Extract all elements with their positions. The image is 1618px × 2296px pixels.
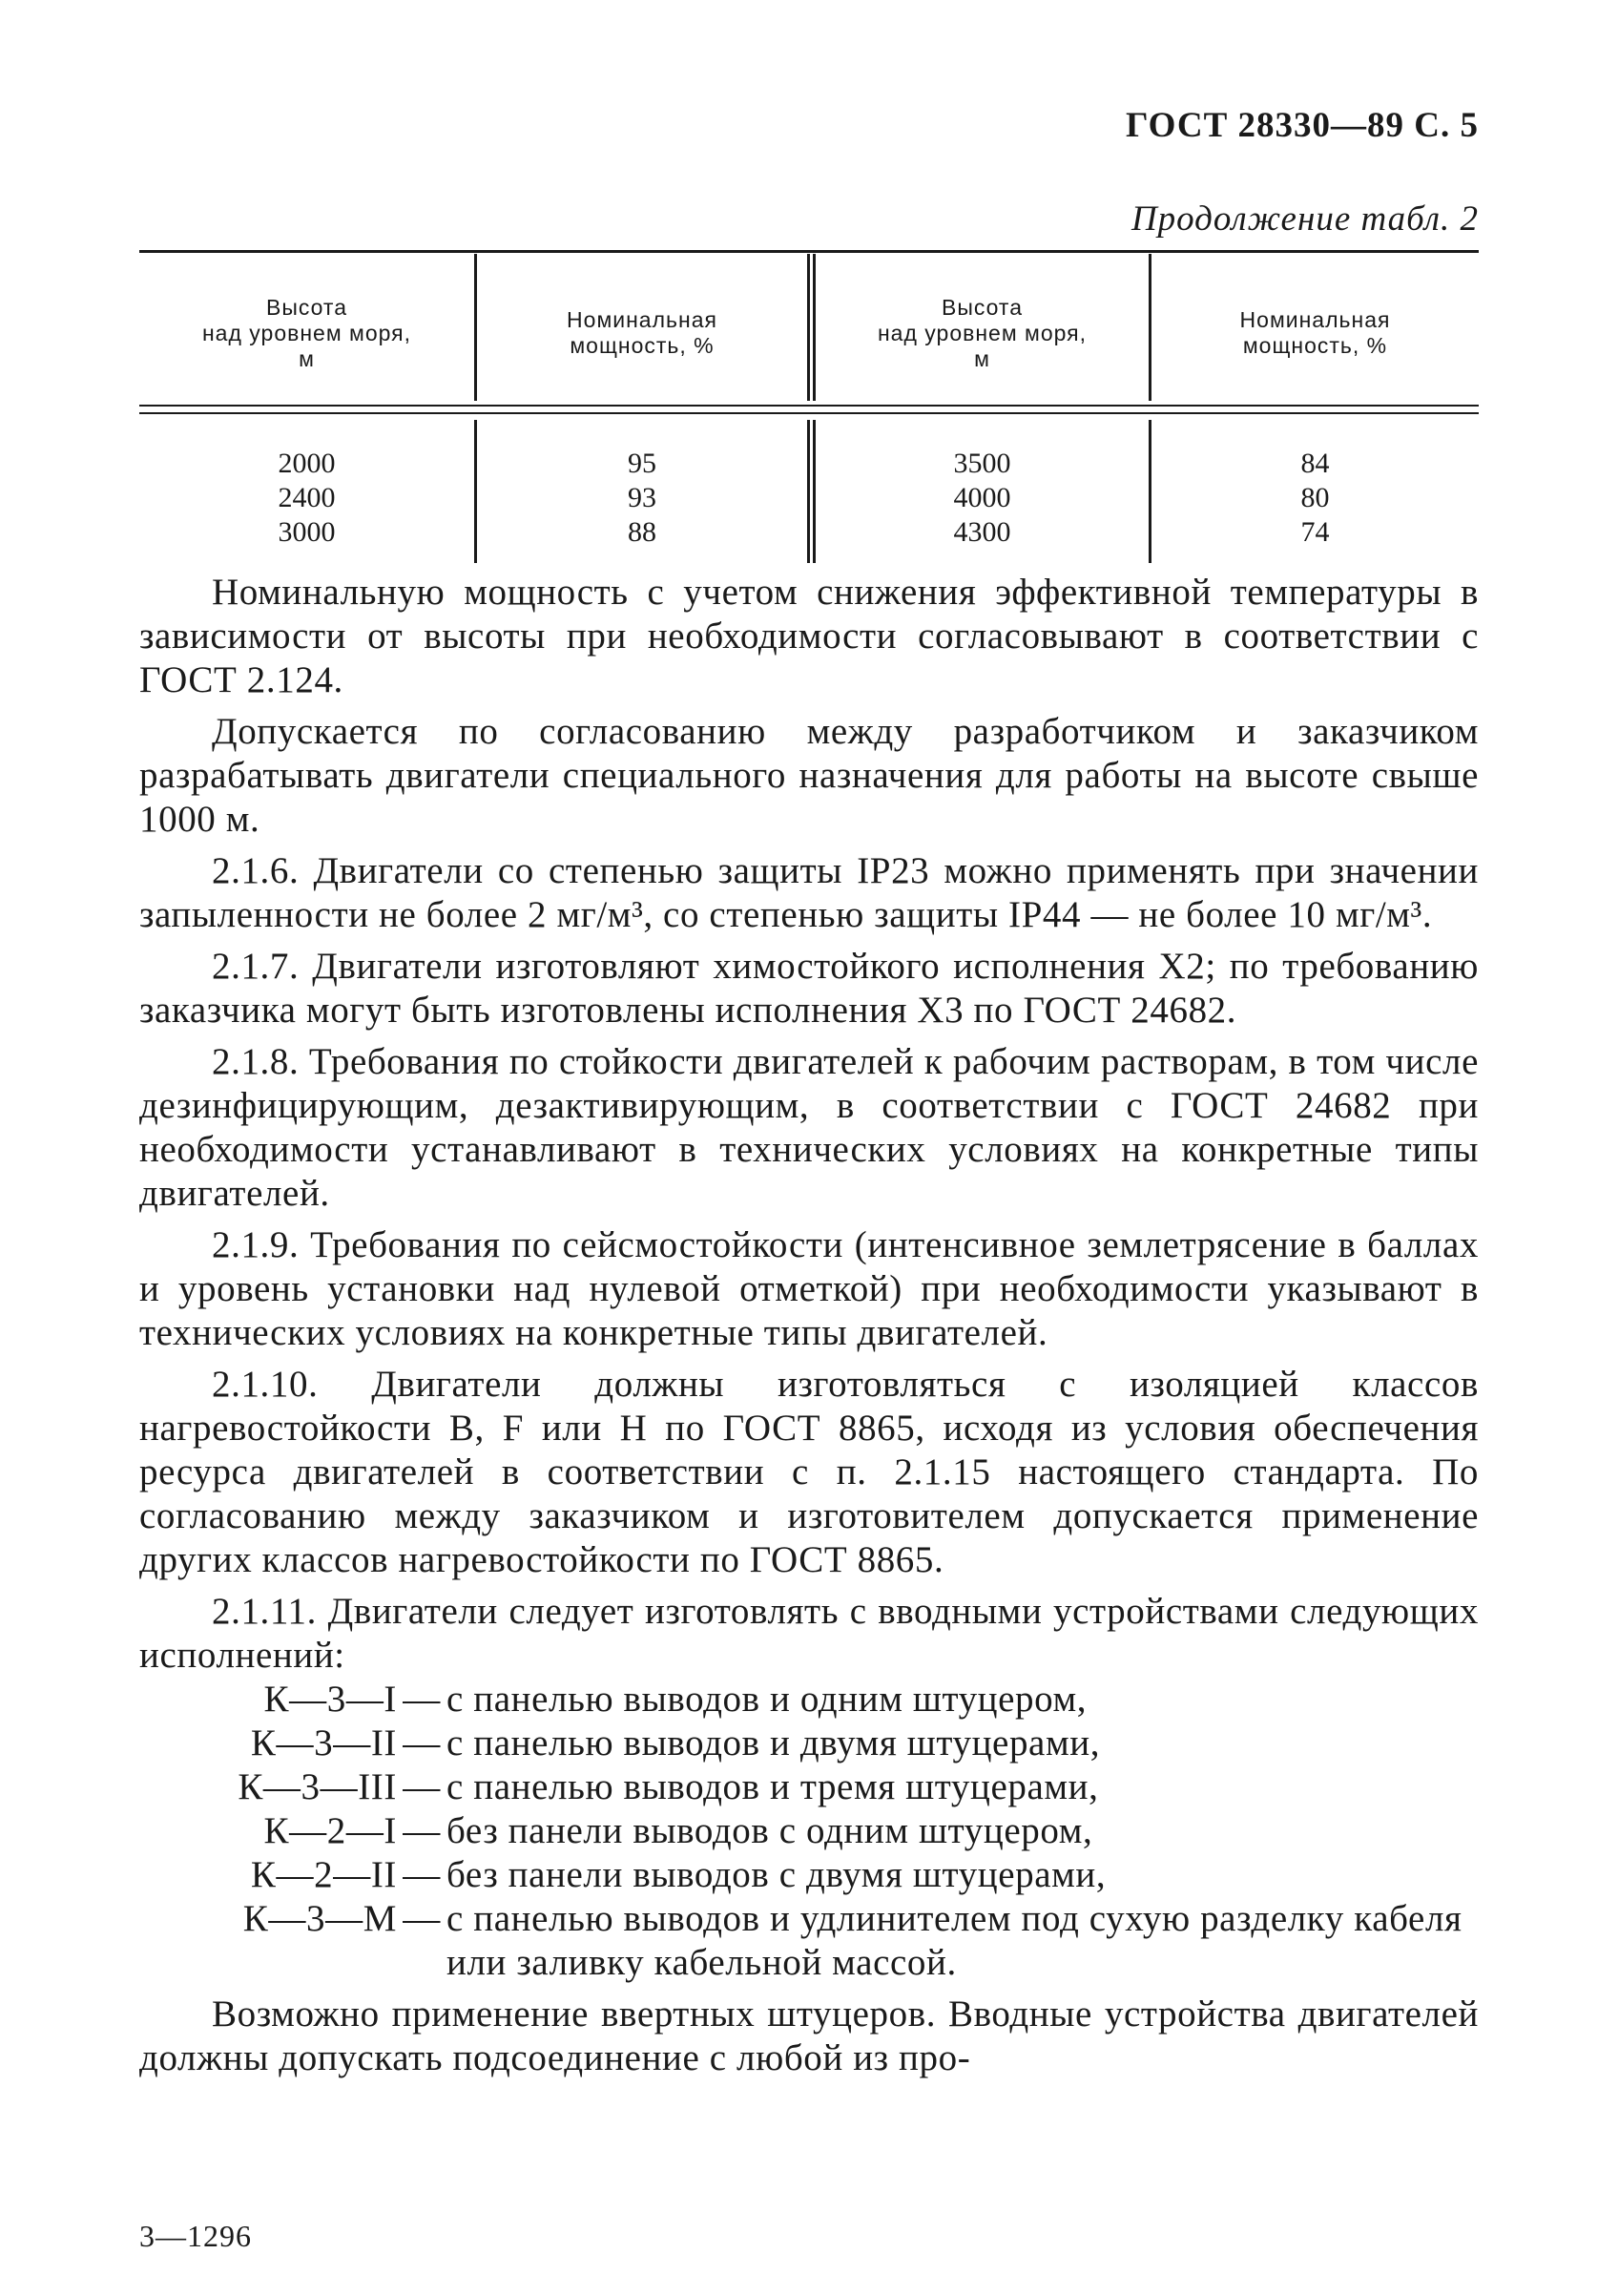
clause-2-1-8: 2.1.8. Требования по стойкости двигателей к рабочим растворам, в том числе дезинфицирующим, дезактивирующим, в соответствии с ГОСТ 24682 при необходимости устанавливают в технических условиях на конкретные типы двигателей.: [139, 1041, 1479, 1214]
table-cell: 2000: [278, 448, 336, 479]
clause-2-1-11: 2.1.11. Двигатели следует изготовлять с вводными устройствами следующих исполнений:: [139, 1591, 1479, 1676]
table-caption: Продолжение табл. 2: [1131, 199, 1479, 239]
table-header-rule-2: [139, 412, 1479, 414]
col-divider-double: [807, 254, 810, 401]
table-cell: 2400: [278, 482, 336, 513]
header-altitude-1: Высота над уровнем моря, м: [201, 294, 412, 371]
column-power-2: [1151, 447, 1479, 550]
table-header-rule: [139, 405, 1479, 407]
table-cell: 74: [1300, 516, 1330, 548]
page-footer: 3—1296: [139, 2219, 252, 2253]
clause-2-1-6: 2.1.6. Двигатели со степенью защиты IP23 можно применять при значении запыленности не более 2 мг/м³, со степенью защиты IP44 — не более 10 мг/м³.: [139, 850, 1479, 935]
list-item: К—3—III — с панелью выводов и тремя штуцерами,: [238, 1766, 1099, 1807]
page-header: ГОСТ 28330—89 С. 5: [1126, 106, 1479, 145]
column-altitude-1: [139, 447, 474, 550]
header-altitude-2: Высота над уровнем моря, м: [877, 294, 1088, 371]
header-power-1: Номинальная мощность, %: [567, 307, 717, 358]
table-cell: 3000: [278, 516, 336, 548]
table-cell: 88: [628, 516, 656, 548]
table-cell: 95: [628, 448, 656, 479]
paragraph: Номинальную мощность с учетом снижения эффективной температуры в зависимости от высоты при необходимости согласовывают в соответствии с ГОСТ 2.124.: [139, 572, 1479, 700]
table-cell: 93: [628, 482, 656, 513]
list-item: К—3—II — с панелью выводов и двумя штуцерами,: [250, 1722, 1101, 1764]
table-cell: 3500: [953, 448, 1011, 479]
body-text: [139, 571, 1479, 2080]
inlet-designs-list: [139, 1678, 1479, 1985]
table-top-rule: [139, 250, 1479, 253]
list-item: К—2—II — без панели выводов с двумя штуцерами,: [250, 1854, 1107, 1895]
list-item: К—3—М — с панелью выводов и удлинителем под сухую разделку кабеля или заливку кабельной массой.: [242, 1898, 1462, 1983]
column-power-1: [477, 447, 807, 550]
column-altitude-2: [816, 447, 1149, 550]
clause-2-1-10: 2.1.10. Двигатели должны изготовляться с изоляцией классов нагревостойкости B, F или H по ГОСТ 8865, исходя из условия обеспечения ресурса двигателей в соответствии с п. 2.1.15 настоящего стандарта. По согласованию между заказчиком и изготовителем допускается применение других классов нагревостойкости по ГОСТ 8865.: [139, 1364, 1479, 1580]
table-cell: 80: [1300, 482, 1330, 513]
table-cell: 84: [1300, 448, 1330, 479]
header-power-2: Номинальная мощность, %: [1239, 307, 1391, 358]
list-item: К—3—I — с панелью выводов и одним штуцером,: [263, 1679, 1088, 1720]
table-cell: 4000: [953, 482, 1011, 513]
clause-2-1-7: 2.1.7. Двигатели изготовляют химостойкого исполнения Х2; по требованию заказчика могут быть изготовлены исполнения Х3 по ГОСТ 24682.: [139, 946, 1479, 1031]
col-divider-double: [807, 420, 810, 563]
paragraph: Допускается по согласованию между разработчиком и заказчиком разрабатывать двигатели специального назначения для работы на высоте свыше 1000 м.: [139, 711, 1479, 840]
altitude-power-table: [139, 250, 1479, 567]
table-cell: 4300: [953, 516, 1011, 548]
list-item: К—2—I — без панели выводов с одним штуцером,: [263, 1810, 1093, 1851]
closing-paragraph: Возможно применение ввертных штуцеров. Вводные устройства двигателей должны допускать подсоединение с любой из про-: [139, 1993, 1479, 2078]
clause-2-1-9: 2.1.9. Требования по сейсмостойкости (интенсивное землетрясение в баллах и уровень установки над нулевой отметкой) при необходимости указывают в технических условиях на конкретные типы двигателей.: [139, 1224, 1479, 1353]
